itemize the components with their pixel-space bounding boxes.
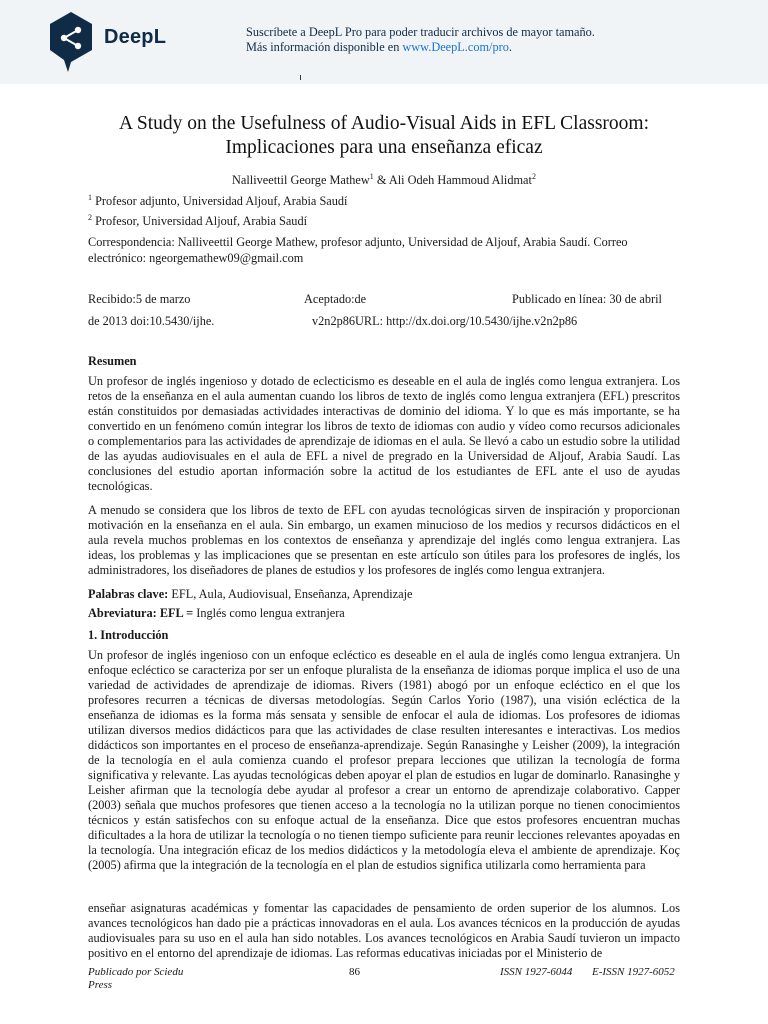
correspondence-line-1: Correspondencia: Nalliveettil George Mathew, profesor adjunto, Universidad de Aljouf, Arabia Saudí. Correo — [88, 235, 628, 249]
url-line: v2n2p86URL: http://dx.doi.org/10.5430/ijhe.v2n2p86 — [312, 314, 578, 328]
deepl-logo-icon — [46, 10, 96, 74]
promo-suffix: . — [508, 40, 512, 54]
abstract-paragraph-2: A menudo se considera que los libros de texto de EFL con ayudas tecnológicas sirven de inspiración y proporcionan motivación en la enseñanza en el aula. Sin embargo, un examen minucioso de los medios y recursos didácticos en el aula revela muchos problemas en los contextos de enseñanza y aprendizaje del inglés como lengua extranjera. Las ideas, los problemas y las implicaciones que se presentan en este artículo son útiles para los profesores de inglés, los administradores, los diseñadores de planes de estudios y los profesores de inglés como lengua extranjera. — [88, 503, 680, 577]
keywords-label: Palabras clave: — [88, 587, 169, 601]
correspondence-line-2: electrónico: ngeorgemathew09@gmail.com — [88, 251, 304, 265]
published-date: Publicado en línea: 30 de abril — [512, 292, 662, 306]
scan-mark — [300, 75, 301, 80]
affiliation-1-text: Profesor adjunto, Universidad Aljouf, Arabia Saudí — [92, 194, 348, 208]
intro-paragraph-1: Un profesor de inglés ingenioso con un enfoque ecléctico es deseable en el aula de inglés como lengua extranjera. Un enfoque ecléctico se caracteriza por ser un enfoque pluralista de la enseñanza de idiomas porque implica el uso de una variedad de actividades de aprendizaje de idiomas. Rivers (1981) abogó por un enfoque ecléctico en el que los profesores recurren a técnicas de diversas metodologías. Según Carlos Yorio (1987), una visión ecléctica de la enseñanza de idiomas es la forma más sensata y sensible de enfocar el aula de idiomas. Los profesores de idiomas utilizan diversos medios didácticos para que las actividades de clase resulten interesantes e interactivas. Los medios didácticos son importantes en el proceso de enseñanza-aprendizaje. Según Ranasinghe y Leisher (2009), la integración de la tecnología en el aula comienza cuando el profesor prepara lecciones que utilizan la tecnología de forma significativa y relevante. Las ayudas tecnológicas deben apoyar el plan de estudios en lugar de dominarlo. Ranasinghe y Leisher afirman que la tecnología debe ayudar al profesor a crear un entorno de aprendizaje colaborativo. Capper (2003) señala que muchos profesores que tienen acceso a la tecnología no la utilizan porque no tienen conocimientos técnicos y están satisfechos con su enfoque actual de la enseñanza. Dice que estos profesores encuentran muchas dificultades a la hora de utilizar la tecnología o no tienen tiempo suficiente para reunir lecciones relevantes apoyadas en la tecnología. Una integración eficaz de los medios didácticos y la metodología eleva el ambiente de aprendizaje. Koç (2005) afirma que la integración de la tecnología en el plan de estudios significa utilizarla como herramienta para — [88, 648, 680, 872]
keywords-line — [88, 587, 412, 602]
footer-publisher-2: Press — [88, 979, 113, 991]
promo-line-1: Suscríbete a DeepL Pro para poder traducir archivos de mayor tamaño. — [246, 25, 595, 39]
promo-prefix: Más información disponible en — [246, 40, 403, 54]
author-2: & Ali Odeh Hammoud Alidmat — [373, 173, 532, 187]
footer-page-number: 86 — [349, 966, 360, 978]
promo-text — [246, 25, 595, 55]
affiliation-1 — [88, 194, 347, 209]
accepted-date: Aceptado:de — [304, 292, 367, 306]
author-1: Nalliveettil George Mathew — [232, 173, 370, 187]
affiliation-2-text: Profesor, Universidad Aljouf, Arabia Saudí — [92, 214, 308, 228]
footer-issn: ISSN 1927-6044 — [500, 966, 573, 978]
affiliation-2 — [88, 214, 307, 229]
paper-title — [60, 112, 708, 160]
abstract-paragraph-1: Un profesor de inglés ingenioso y dotado de eclecticismo es deseable en el aula de inglés como lengua extranjera. Los retos de la enseñanza en el aula aumentan cuando los libros de texto de inglés como lengua extranjera (EFL) prescritos están constituidos por demasiadas actividades interactivas de dominio del idioma. Y lo que es más importante, se ha convertido en un fenómeno común integrar los libros de texto de idiomas con audio y vídeo como recursos adicionales o complementarios para las actividades de aprendizaje de idiomas en el aula. Se llevó a cabo un estudio sobre la utilidad de las ayudas audiovisuales en el aula de EFL a nivel de pregrado en la Universidad de Aljouf, Arabia Saudí. Las conclusiones del estudio aportan información sobre la actitud de los estudiantes de EFL ante el uso de ayudas tecnológicas. — [88, 374, 680, 493]
author-1-sup: 1 — [369, 171, 374, 181]
title-line-1: A Study on the Usefulness of Audio-Visual Aids in EFL Classroom: — [118, 113, 650, 134]
affiliation-2-sup: 2 — [88, 212, 92, 222]
footer-eissn: E-ISSN 1927-6052 — [592, 966, 675, 978]
brand-name: DeepL — [104, 26, 167, 48]
keywords-text: EFL, Aula, Audiovisual, Enseñanza, Aprendizaje — [168, 587, 413, 601]
deepl-banner — [0, 0, 768, 84]
section-heading: 1. Introducción — [88, 628, 169, 642]
doi-line: de 2013 doi:10.5430/ijhe. — [88, 314, 215, 328]
affiliation-1-sup: 1 — [88, 192, 92, 202]
abbreviation-line — [88, 606, 345, 621]
footer-publisher-1: Publicado por Sciedu — [88, 966, 184, 978]
abbreviation-text: Inglés como lengua extranjera — [193, 606, 345, 620]
title-line-2: Implicaciones para una enseñanza eficaz — [225, 137, 543, 158]
author-2-sup: 2 — [531, 171, 536, 181]
abstract-heading: Resumen — [88, 354, 137, 368]
received-date: Recibido:5 de marzo — [88, 292, 191, 306]
abbreviation-label: Abreviatura: EFL = — [88, 606, 194, 620]
authors-line — [88, 173, 680, 188]
intro-paragraph-2: enseñar asignaturas académicas y fomentar las capacidades de pensamiento de orden superior de los alumnos. Los avances tecnológicos han dado pie a prácticas innovadoras en el aula. Los avances técnicos en la producción de ayudas audiovisuales para su uso en el aula han sido notables. Los avances tecnológicos en Arabia Saudí tuvieron un impacto positivo en el entorno del aprendizaje de idiomas. Las reformas educativas iniciadas por el Ministerio de — [88, 901, 680, 960]
promo-line-2 — [246, 40, 595, 55]
promo-link[interactable]: www.DeepL.com/pro — [402, 40, 509, 54]
